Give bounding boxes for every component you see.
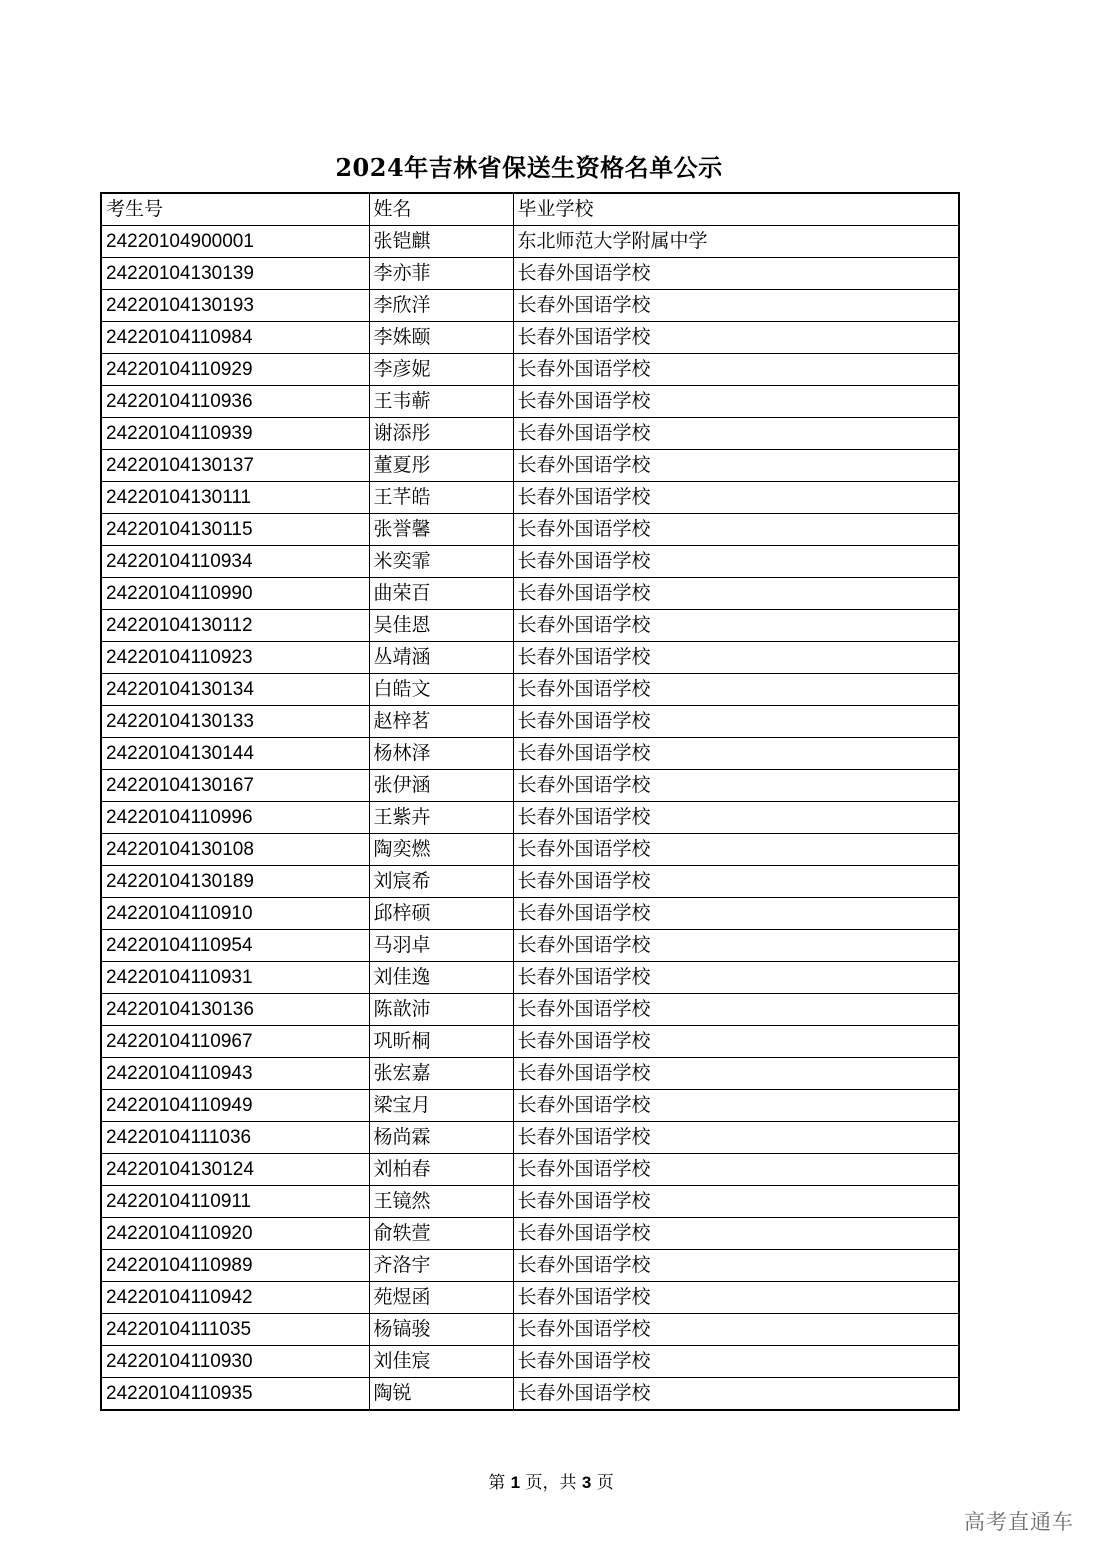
school-cell: 长春外国语学校 — [513, 1154, 959, 1186]
student-name-cell: 李彦妮 — [369, 354, 513, 386]
exam-id-cell: 24220104110910 — [101, 898, 369, 930]
student-name-cell: 齐洛宇 — [369, 1250, 513, 1282]
table-row — [101, 674, 959, 706]
student-name-cell: 李姝颐 — [369, 322, 513, 354]
student-name-cell: 白皓文 — [369, 674, 513, 706]
table-row — [101, 1122, 959, 1154]
school-cell: 长春外国语学校 — [513, 386, 959, 418]
student-name-cell: 陶奕燃 — [369, 834, 513, 866]
exam-id-cell: 24220104110936 — [101, 386, 369, 418]
school-cell: 东北师范大学附属中学 — [513, 226, 959, 258]
exam-id-cell: 24220104110989 — [101, 1250, 369, 1282]
student-name-cell: 董夏彤 — [369, 450, 513, 482]
roster-table — [100, 192, 960, 1411]
student-name-cell: 杨镐骏 — [369, 1314, 513, 1346]
student-name-cell: 陶锐 — [369, 1378, 513, 1411]
table-row — [101, 1058, 959, 1090]
exam-id-cell: 24220104130193 — [101, 290, 369, 322]
exam-id-cell: 24220104130111 — [101, 482, 369, 514]
table-row — [101, 1154, 959, 1186]
school-cell: 长春外国语学校 — [513, 962, 959, 994]
table-row — [101, 418, 959, 450]
exam-id-cell: 24220104130137 — [101, 450, 369, 482]
school-cell: 长春外国语学校 — [513, 1026, 959, 1058]
header-exam-id: 考生号 — [101, 193, 369, 226]
exam-id-cell: 24220104110949 — [101, 1090, 369, 1122]
exam-id-cell: 24220104130108 — [101, 834, 369, 866]
school-cell: 长春外国语学校 — [513, 674, 959, 706]
student-name-cell: 杨尚霖 — [369, 1122, 513, 1154]
table-row — [101, 290, 959, 322]
exam-id-cell: 24220104130139 — [101, 258, 369, 290]
exam-id-cell: 24220104130124 — [101, 1154, 369, 1186]
table-row — [101, 642, 959, 674]
school-cell: 长春外国语学校 — [513, 1122, 959, 1154]
exam-id-cell: 24220104110939 — [101, 418, 369, 450]
exam-id-cell: 24220104900001 — [101, 226, 369, 258]
student-name-cell: 刘宸希 — [369, 866, 513, 898]
student-name-cell: 王紫卉 — [369, 802, 513, 834]
student-name-cell: 张誉馨 — [369, 514, 513, 546]
school-cell: 长春外国语学校 — [513, 802, 959, 834]
table-row — [101, 322, 959, 354]
school-cell: 长春外国语学校 — [513, 450, 959, 482]
table-row — [101, 738, 959, 770]
table-row — [101, 834, 959, 866]
school-cell: 长春外国语学校 — [513, 258, 959, 290]
table-row — [101, 1314, 959, 1346]
exam-id-cell: 24220104110942 — [101, 1282, 369, 1314]
exam-id-cell: 24220104110984 — [101, 322, 369, 354]
table-row — [101, 482, 959, 514]
school-cell: 长春外国语学校 — [513, 1250, 959, 1282]
exam-id-cell: 24220104110934 — [101, 546, 369, 578]
table-row — [101, 610, 959, 642]
table-row — [101, 802, 959, 834]
student-name-cell: 陈歆沛 — [369, 994, 513, 1026]
student-name-cell: 王镜然 — [369, 1186, 513, 1218]
table-row — [101, 1186, 959, 1218]
table-header-row — [101, 193, 959, 226]
school-cell: 长春外国语学校 — [513, 546, 959, 578]
table-body — [101, 226, 959, 1411]
student-name-cell: 刘佳逸 — [369, 962, 513, 994]
exam-id-cell: 24220104110954 — [101, 930, 369, 962]
school-cell: 长春外国语学校 — [513, 1314, 959, 1346]
student-name-cell: 苑煜函 — [369, 1282, 513, 1314]
exam-id-cell: 24220104110923 — [101, 642, 369, 674]
exam-id-cell: 24220104130189 — [101, 866, 369, 898]
student-name-cell: 李亦菲 — [369, 258, 513, 290]
student-name-cell: 曲荣百 — [369, 578, 513, 610]
school-cell: 长春外国语学校 — [513, 1346, 959, 1378]
exam-id-cell: 24220104130133 — [101, 706, 369, 738]
student-name-cell: 刘柏春 — [369, 1154, 513, 1186]
table-row — [101, 1250, 959, 1282]
table-row — [101, 514, 959, 546]
student-name-cell: 俞轶萱 — [369, 1218, 513, 1250]
school-cell: 长春外国语学校 — [513, 1090, 959, 1122]
exam-id-cell: 24220104110930 — [101, 1346, 369, 1378]
footer-middle: 页，共 — [525, 1473, 577, 1493]
school-cell: 长春外国语学校 — [513, 642, 959, 674]
school-cell: 长春外国语学校 — [513, 898, 959, 930]
header-school: 毕业学校 — [513, 193, 959, 226]
student-name-cell: 张伊涵 — [369, 770, 513, 802]
table-row — [101, 386, 959, 418]
header-name: 姓名 — [369, 193, 513, 226]
student-name-cell: 米奕霏 — [369, 546, 513, 578]
school-cell: 长春外国语学校 — [513, 1218, 959, 1250]
student-name-cell: 邱梓硕 — [369, 898, 513, 930]
school-cell: 长春外国语学校 — [513, 354, 959, 386]
table-row — [101, 1282, 959, 1314]
exam-id-cell: 24220104110943 — [101, 1058, 369, 1090]
table-row — [101, 354, 959, 386]
exam-id-cell: 24220104130112 — [101, 610, 369, 642]
student-name-cell: 杨林泽 — [369, 738, 513, 770]
school-cell: 长春外国语学校 — [513, 418, 959, 450]
exam-id-cell: 24220104130144 — [101, 738, 369, 770]
exam-id-cell: 24220104110929 — [101, 354, 369, 386]
table-row — [101, 930, 959, 962]
student-name-cell: 马羽卓 — [369, 930, 513, 962]
exam-id-cell: 24220104110990 — [101, 578, 369, 610]
table-row — [101, 706, 959, 738]
school-cell: 长春外国语学校 — [513, 834, 959, 866]
student-name-cell: 王韦蕲 — [369, 386, 513, 418]
school-cell: 长春外国语学校 — [513, 738, 959, 770]
school-cell: 长春外国语学校 — [513, 1186, 959, 1218]
exam-id-cell: 24220104130134 — [101, 674, 369, 706]
student-name-cell: 刘佳宸 — [369, 1346, 513, 1378]
school-cell: 长春外国语学校 — [513, 514, 959, 546]
school-cell: 长春外国语学校 — [513, 1378, 959, 1411]
school-cell: 长春外国语学校 — [513, 482, 959, 514]
student-name-cell: 张铠麒 — [369, 226, 513, 258]
table-row — [101, 770, 959, 802]
school-cell: 长春外国语学校 — [513, 290, 959, 322]
school-cell: 长春外国语学校 — [513, 706, 959, 738]
exam-id-cell: 24220104130115 — [101, 514, 369, 546]
page-title: 2024年吉林省保送生资格名单公示 — [335, 153, 723, 182]
exam-id-cell: 24220104110911 — [101, 1186, 369, 1218]
footer-prefix: 第 — [488, 1473, 506, 1493]
student-name-cell: 赵梓茗 — [369, 706, 513, 738]
exam-id-cell: 24220104130136 — [101, 994, 369, 1026]
student-name-cell: 张宏嘉 — [369, 1058, 513, 1090]
exam-id-cell: 24220104110935 — [101, 1378, 369, 1411]
school-cell: 长春外国语学校 — [513, 994, 959, 1026]
school-cell: 长春外国语学校 — [513, 610, 959, 642]
school-cell: 长春外国语学校 — [513, 770, 959, 802]
student-name-cell: 丛靖涵 — [369, 642, 513, 674]
table-row — [101, 866, 959, 898]
table-row — [101, 226, 959, 258]
page-footer — [0, 1468, 1102, 1493]
table-row — [101, 1090, 959, 1122]
exam-id-cell: 24220104111035 — [101, 1314, 369, 1346]
student-name-cell: 谢添彤 — [369, 418, 513, 450]
school-cell: 长春外国语学校 — [513, 866, 959, 898]
student-name-cell: 李欣洋 — [369, 290, 513, 322]
exam-id-cell: 24220104130167 — [101, 770, 369, 802]
school-cell: 长春外国语学校 — [513, 1282, 959, 1314]
student-name-cell: 王芊皓 — [369, 482, 513, 514]
exam-id-cell: 24220104111036 — [101, 1122, 369, 1154]
table-row — [101, 578, 959, 610]
footer-suffix: 页 — [596, 1473, 614, 1493]
table-row — [101, 1346, 959, 1378]
school-cell: 长春外国语学校 — [513, 578, 959, 610]
table-row — [101, 962, 959, 994]
table-row — [101, 546, 959, 578]
school-cell: 长春外国语学校 — [513, 1058, 959, 1090]
table-row — [101, 1378, 959, 1411]
student-name-cell: 梁宝月 — [369, 1090, 513, 1122]
footer-total-pages: 3 — [581, 1473, 592, 1492]
student-name-cell: 吴佳恩 — [369, 610, 513, 642]
table-row — [101, 450, 959, 482]
school-cell: 长春外国语学校 — [513, 930, 959, 962]
table-row — [101, 898, 959, 930]
student-name-cell: 巩昕桐 — [369, 1026, 513, 1058]
watermark: 高考直通车 — [964, 1510, 1074, 1534]
exam-id-cell: 24220104110996 — [101, 802, 369, 834]
exam-id-cell: 24220104110967 — [101, 1026, 369, 1058]
exam-id-cell: 24220104110931 — [101, 962, 369, 994]
table-row — [101, 1218, 959, 1250]
table-row — [101, 1026, 959, 1058]
table-row — [101, 258, 959, 290]
school-cell: 长春外国语学校 — [513, 322, 959, 354]
table-row — [101, 994, 959, 1026]
exam-id-cell: 24220104110920 — [101, 1218, 369, 1250]
footer-page-number: 1 — [510, 1473, 521, 1492]
